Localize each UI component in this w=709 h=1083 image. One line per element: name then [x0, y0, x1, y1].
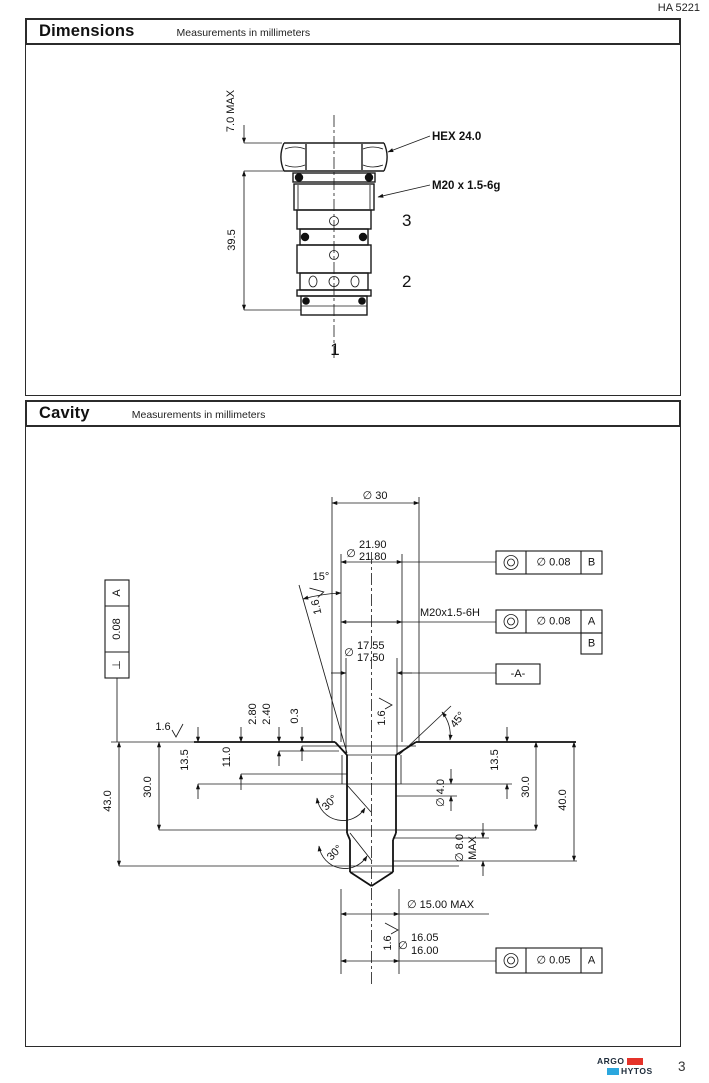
dimensions-title: Dimensions — [39, 22, 135, 40]
d135-left-dim: 13.5 — [179, 749, 191, 771]
d300-right-dim: 30.0 — [520, 776, 532, 798]
dia40-dim: ∅ 4.0 — [435, 779, 447, 807]
logo-hytos-text: HYTOS — [621, 1066, 653, 1076]
d2190-dim: 21.90 — [359, 539, 387, 551]
d03-dim: 0.3 — [289, 708, 301, 724]
page-number: 3 — [678, 1059, 686, 1074]
angle15-dim: 15° — [312, 571, 330, 583]
datum-ref: B — [587, 556, 596, 569]
dimensions-section — [25, 18, 681, 396]
surface-finish-icon — [382, 923, 398, 951]
d1750-dim: 17.50 — [357, 652, 385, 664]
cavity-drawing — [26, 427, 681, 1046]
perpendicularity-icon: ⊥ — [111, 660, 123, 670]
gdt-frame-concentricity-ab — [496, 610, 602, 654]
body-length-dim: 39.5 — [226, 229, 238, 251]
surface-finish-icon — [155, 721, 183, 737]
d240-dim: 2.40 — [261, 703, 273, 725]
cavity-title: Cavity — [39, 404, 90, 422]
dimensions-drawing-area — [25, 45, 681, 396]
tolerance-value: 0.08 — [111, 618, 123, 640]
d135-right-dim: 13.5 — [489, 749, 501, 771]
d1605-dim: 16.05 — [411, 932, 439, 944]
dia30-dim: ∅ 30 — [362, 490, 388, 502]
dia80-max-label: MAX — [467, 836, 479, 860]
angle30-lower-dim: 30° — [324, 842, 346, 864]
d280-dim: 2.80 — [247, 703, 259, 725]
argo-hytos-logo — [597, 1057, 661, 1076]
port-3-label: 3 — [402, 211, 412, 230]
hex-label: HEX 24.0 — [432, 131, 482, 143]
valve-dimensions — [225, 89, 301, 310]
concentricity-icon — [504, 615, 518, 629]
datum-ref-2: B — [587, 637, 596, 650]
datum-ref: A — [111, 589, 123, 597]
dia-symbol: ∅ — [344, 647, 354, 659]
valve-drawing — [26, 45, 681, 395]
datum-ref: A — [587, 954, 596, 967]
dimensions-subtitle: Measurements in millimeters — [176, 27, 311, 39]
angle45-dim: 45° — [448, 709, 468, 731]
angle30-upper-dim: 30° — [319, 792, 341, 814]
cavity-thread-label: M20x1.5-6H — [420, 607, 480, 619]
dimensions-header — [25, 18, 681, 45]
surface-finish-icon — [307, 585, 329, 616]
cavity-header — [25, 400, 681, 427]
port-2-label: 2 — [402, 272, 412, 291]
cavity-section — [25, 400, 681, 1047]
concentricity-icon — [504, 556, 518, 570]
gdt-frame-concentricity-a — [496, 948, 602, 973]
gdt-frame-perpendicularity — [105, 580, 129, 678]
tolerance-value: ∅ 0.08 — [536, 556, 571, 569]
cavity-dimension-lines — [119, 503, 574, 961]
d430-dim: 43.0 — [102, 790, 114, 812]
d110-dim: 11.0 — [221, 746, 233, 768]
cavity-profile — [194, 742, 576, 886]
cavity-dimension-texts — [102, 490, 569, 957]
datum-label: -A- — [510, 668, 526, 680]
finish-value: 1.6 — [382, 935, 394, 951]
gdt-datum-a-frame — [496, 664, 540, 684]
finish-value: 1.6 — [155, 721, 171, 733]
datum-ref: A — [587, 615, 596, 628]
cavity-drawing-area — [25, 427, 681, 1047]
port-1-label: 1 — [330, 340, 340, 359]
gdt-frame-concentricity-b — [496, 551, 602, 574]
doc-code: HA 5221 — [657, 2, 700, 14]
d1600-dim: 16.00 — [411, 945, 439, 957]
finish-value: 1.6 — [309, 598, 325, 616]
surface-finish-icon — [376, 698, 392, 726]
thread-label: M20 x 1.5-6g — [432, 180, 501, 192]
logo-blue-block — [607, 1068, 619, 1075]
finish-value: 1.6 — [376, 710, 388, 726]
dia-symbol: ∅ — [346, 548, 356, 560]
dia-symbol: ∅ — [398, 940, 408, 952]
d2180-dim: 21.80 — [359, 551, 387, 563]
cavity-subtitle: Measurements in millimeters — [131, 409, 266, 421]
hex-height-dim: 7.0 MAX — [225, 89, 237, 133]
logo-argo-text: ARGO — [597, 1056, 625, 1066]
concentricity-icon — [504, 954, 518, 968]
tolerance-value: ∅ 0.05 — [536, 954, 571, 967]
tolerance-value: ∅ 0.08 — [536, 615, 571, 628]
logo-red-block — [627, 1058, 643, 1065]
dia80-dim: ∅ 8.0 — [454, 834, 466, 862]
d1755-dim: 17.55 — [357, 640, 385, 652]
d300-left-dim: 30.0 — [142, 776, 154, 798]
dia1500max-dim: ∅ 15.00 MAX — [407, 899, 475, 911]
d400-dim: 40.0 — [557, 789, 569, 811]
